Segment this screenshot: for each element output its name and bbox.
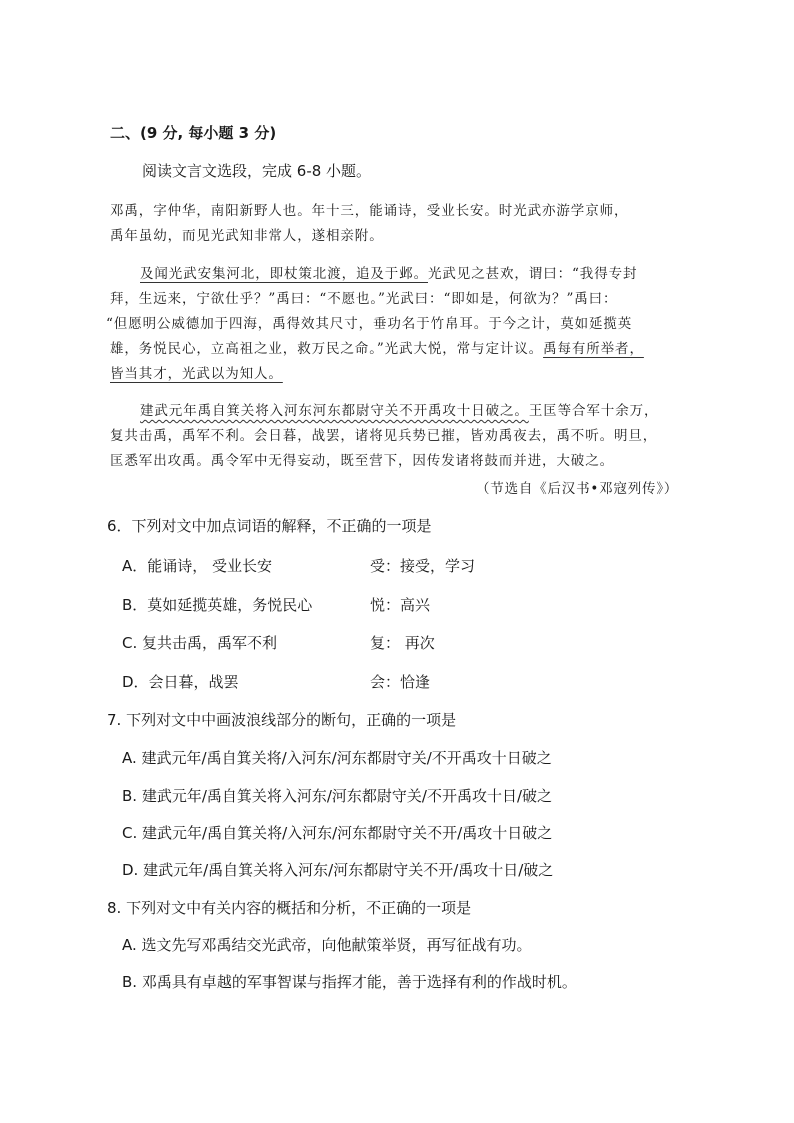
passage-line bbox=[110, 362, 283, 382]
passage-text: 王匡等合军十余万， bbox=[528, 403, 659, 419]
passage-line: 复共击禹，禹军不利。会日暮，战罢，诸将见兵势已摧，皆劝禹夜去，禹不听。明旦， bbox=[110, 428, 658, 444]
passage-source: （节选自《后汉书•邓寇列传》） bbox=[476, 481, 679, 497]
question-7-stem: 7. 下列对文中中画波浪线部分的断句，正确的一项是 bbox=[107, 711, 457, 729]
underlined-text: 皆当其才，光武以为知人。 bbox=[110, 366, 283, 382]
passage-line bbox=[110, 337, 644, 357]
passage-text: 雄，务悦民心，立高祖之业，救万民之命。”光武大悦，常与定计议。 bbox=[110, 341, 544, 357]
q7-option-d: D. 建武元年/禹自箕关将入河东/河东都尉守关不开/禹攻十日/破之 bbox=[122, 861, 554, 879]
passage-line: 禹年虽幼，而见光武知非常人，遂相亲附。 bbox=[110, 228, 384, 244]
q6-option-d: D．会日暮，战罢 bbox=[122, 673, 239, 691]
q8-option-a: A. 选文先写邓禹结交光武帝，向他献策举贤，再写征战有功。 bbox=[122, 936, 532, 954]
underlined-text: 禹每有所举者， bbox=[543, 341, 644, 357]
q8-option-b: B. 邓禹具有卓越的军事智谋与指挥才能，善于选择有利的作战时机。 bbox=[122, 973, 577, 991]
passage-line bbox=[140, 399, 658, 419]
passage-text: 光武见之甚欢，谓曰：“我得专封 bbox=[428, 266, 638, 282]
section-heading: 二、(9 分, 每小题 3 分) bbox=[110, 124, 277, 142]
q6-option-b-explanation: 悦：高兴 bbox=[370, 596, 431, 614]
passage-line: 匡悉军出攻禹。禹令军中无得妄动，既至营下，因传发诸将鼓而并进，大破之。 bbox=[110, 453, 614, 469]
instruction: 阅读文言文选段，完成 6-8 小题。 bbox=[142, 162, 372, 180]
question-8-stem: 8. 下列对文中有关内容的概括和分析，不正确的一项是 bbox=[107, 899, 472, 917]
wavy-underlined-text: 建武元年禹自箕关将入河东河东都尉守关不开禹攻十日破之。 bbox=[140, 403, 529, 419]
q6-option-b: B．莫如延揽英雄，务悦民心 bbox=[122, 596, 313, 614]
q6-option-c: C. 复共击禹，禹军不利 bbox=[122, 634, 278, 652]
passage-line bbox=[140, 262, 637, 282]
q7-option-b: B. 建武元年/禹自箕关将入河东/河东都尉守关/不开禹攻十日/破之 bbox=[122, 787, 553, 805]
q6-option-d-explanation: 会：恰逢 bbox=[370, 673, 431, 691]
q7-option-a: A. 建武元年/禹自箕关将/入河东/河东都尉守关/不开禹攻十日破之 bbox=[122, 749, 552, 767]
passage-line: 邓禹，字仲华，南阳新野人也。年十三，能诵诗，受业长安。时光武亦游学京师， bbox=[110, 203, 629, 219]
q6-option-c-explanation: 复： 再次 bbox=[370, 634, 435, 652]
q6-option-a-explanation: 受：接受，学习 bbox=[370, 557, 476, 575]
passage-line: “但愿明公威德加于四海，禹得效其尺寸，垂功名于竹帛耳。于今之计，莫如延揽英 bbox=[106, 316, 633, 332]
question-6-stem: 6．下列对文中加点词语的解释，不正确的一项是 bbox=[107, 517, 432, 535]
q7-option-c: C. 建武元年/禹自箕关将/入河东/河东都尉守关不开/禹攻十日破之 bbox=[122, 824, 553, 842]
underlined-text: 及闻光武安集河北，即杖策北渡，追及于邺。 bbox=[140, 266, 428, 282]
passage-line: 拜，生远来，宁欲仕乎？”禹曰：“不愿也。”光武曰：“即如是，何欲为？”禹曰： bbox=[110, 291, 618, 307]
q6-option-a: A．能诵诗， 受业长安 bbox=[122, 557, 273, 575]
